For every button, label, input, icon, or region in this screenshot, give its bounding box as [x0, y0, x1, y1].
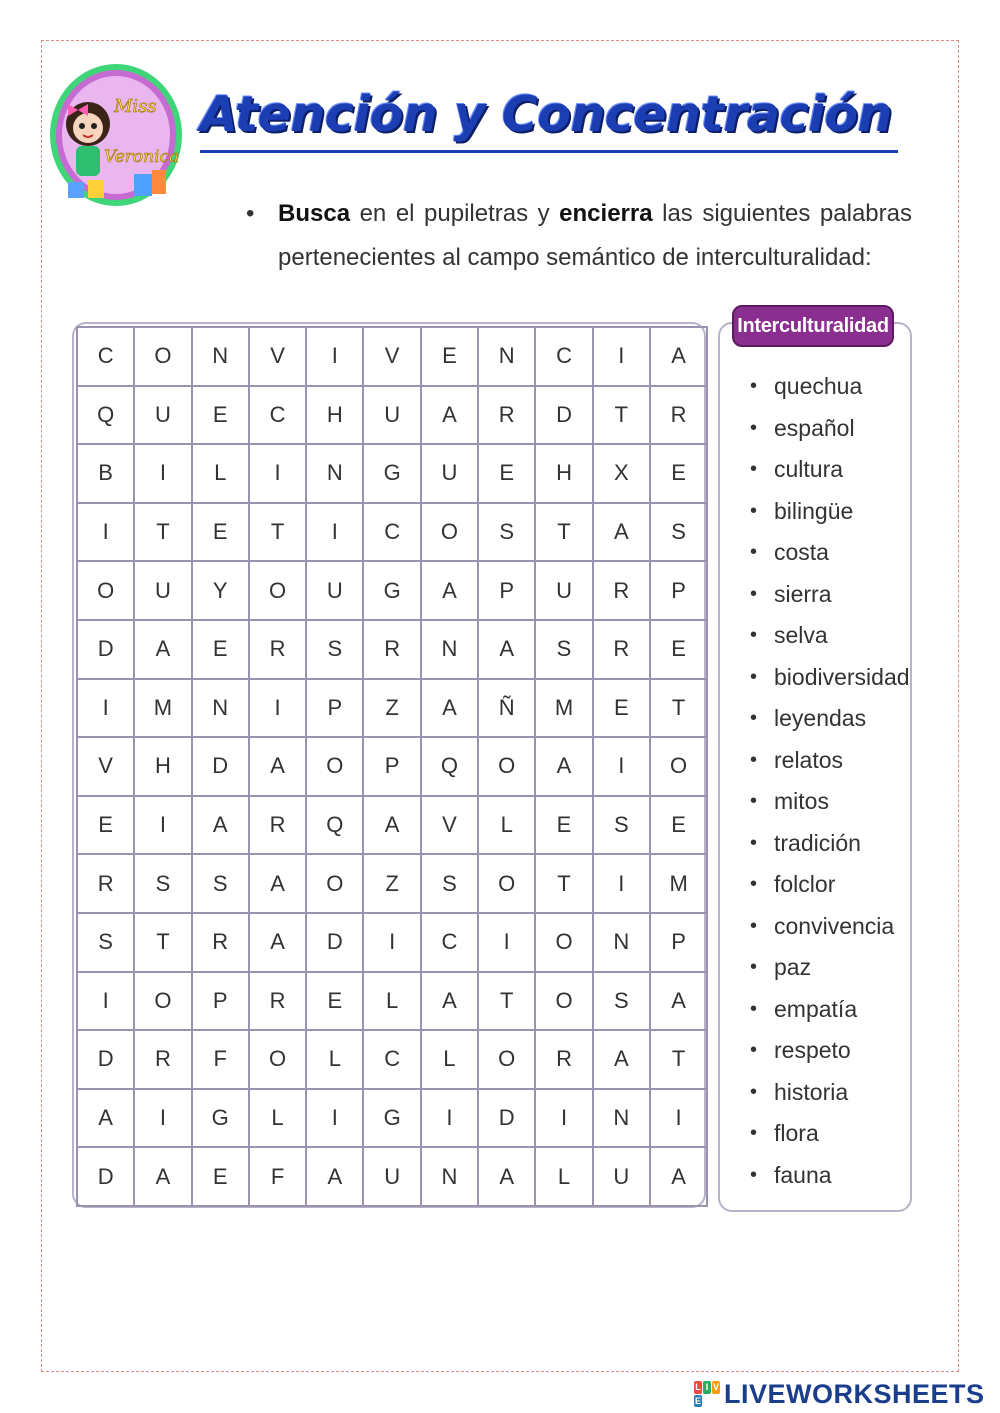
grid-cell[interactable]: A [422, 387, 479, 446]
grid-cell[interactable]: I [594, 738, 651, 797]
grid-cell[interactable]: E [479, 445, 536, 504]
grid-cell[interactable]: M [536, 680, 593, 739]
bullet: • [750, 665, 758, 688]
word-list-item [750, 781, 910, 823]
grid-cell[interactable]: S [536, 621, 593, 680]
grid-cell[interactable]: N [193, 680, 250, 739]
grid-cell[interactable]: Z [364, 680, 421, 739]
grid-cell[interactable]: U [135, 387, 192, 446]
word-list-item [750, 906, 910, 948]
word-search-grid [76, 326, 708, 1207]
grid-cell[interactable]: A [193, 797, 250, 856]
grid-cell[interactable]: L [536, 1148, 593, 1207]
grid-cell[interactable]: R [536, 1031, 593, 1090]
grid-cell[interactable]: U [307, 562, 364, 621]
word-label: leyendas [774, 705, 867, 732]
grid-cell[interactable]: P [307, 680, 364, 739]
grid-cell[interactable]: E [594, 680, 651, 739]
word-label: flora [774, 1120, 819, 1147]
grid-cell[interactable]: D [479, 1090, 536, 1149]
grid-cell[interactable]: V [250, 328, 307, 387]
bullet: • [246, 200, 255, 227]
bullet: • [750, 458, 758, 481]
bullet: • [750, 790, 758, 813]
word-label: convivencia [774, 912, 895, 939]
grid-cell[interactable]: P [364, 738, 421, 797]
grid-cell[interactable]: U [135, 562, 192, 621]
grid-cell[interactable]: O [135, 328, 192, 387]
word-list-item [750, 823, 910, 865]
grid-cell[interactable]: E [307, 973, 364, 1032]
grid-cell[interactable]: C [364, 1031, 421, 1090]
grid-cell[interactable]: I [78, 973, 135, 1032]
grid-cell[interactable]: Q [78, 387, 135, 446]
grid-cell[interactable]: A [78, 1090, 135, 1149]
grid-cell[interactable]: T [135, 504, 192, 563]
word-list-item [750, 864, 910, 906]
bullet: • [750, 831, 758, 854]
grid-cell[interactable]: E [651, 797, 708, 856]
word-label: biodiversidad [774, 663, 910, 690]
grid-cell[interactable]: L [364, 973, 421, 1032]
word-label: historia [774, 1078, 849, 1105]
grid-cell[interactable]: N [594, 914, 651, 973]
grid-cell[interactable]: N [422, 1148, 479, 1207]
grid-cell[interactable]: T [536, 855, 593, 914]
grid-cell[interactable]: Q [422, 738, 479, 797]
word-label: respeto [774, 1037, 851, 1064]
brand-badge-letter: V [712, 1382, 719, 1392]
bullet: • [750, 707, 758, 730]
grid-cell[interactable]: R [594, 621, 651, 680]
grid-cell[interactable]: E [193, 621, 250, 680]
grid-cell[interactable]: A [651, 973, 708, 1032]
word-label: costa [774, 539, 829, 566]
grid-cell[interactable]: O [422, 504, 479, 563]
brand-badge-letter: E [694, 1395, 701, 1406]
grid-cell[interactable]: I [307, 1090, 364, 1149]
grid-cell[interactable]: A [135, 621, 192, 680]
grid-cell[interactable]: N [594, 1090, 651, 1149]
grid-cell[interactable]: I [536, 1090, 593, 1149]
word-label: relatos [774, 746, 844, 773]
grid-cell[interactable]: R [250, 797, 307, 856]
grid-cell[interactable]: C [422, 914, 479, 973]
grid-cell[interactable]: E [193, 504, 250, 563]
word-label: selva [774, 622, 828, 649]
instruction-verb-encierra: encierra [559, 200, 653, 227]
grid-cell[interactable]: U [422, 445, 479, 504]
grid-cell[interactable]: R [594, 562, 651, 621]
word-label: folclor [774, 871, 836, 898]
grid-cell[interactable]: I [594, 855, 651, 914]
bullet: • [750, 375, 758, 398]
grid-cell[interactable]: A [307, 1148, 364, 1207]
word-label: quechua [774, 373, 863, 400]
instruction-text-2: las siguientes palabras [652, 200, 912, 227]
grid-cell[interactable]: H [307, 387, 364, 446]
grid-cell[interactable]: I [594, 328, 651, 387]
grid-cell[interactable]: A [651, 1148, 708, 1207]
page-title: Atención y Concentración [200, 86, 892, 143]
grid-cell[interactable]: I [78, 504, 135, 563]
bullet: • [750, 582, 758, 605]
grid-cell[interactable]: T [250, 504, 307, 563]
grid-cell[interactable]: V [364, 328, 421, 387]
grid-cell[interactable]: I [78, 680, 135, 739]
bullet: • [750, 1080, 758, 1103]
word-list-item [750, 1155, 910, 1197]
bullet: • [750, 624, 758, 647]
word-list-item [750, 1072, 910, 1114]
grid-cell[interactable]: O [536, 914, 593, 973]
brand-text: LIVEWORKSHEETS [724, 1378, 985, 1409]
grid-cell[interactable]: U [594, 1148, 651, 1207]
word-list-item [750, 408, 910, 450]
grid-cell[interactable]: A [250, 914, 307, 973]
grid-cell[interactable]: S [594, 973, 651, 1032]
brand-badge-letter: L [695, 1382, 701, 1392]
grid-cell[interactable]: I [364, 914, 421, 973]
grid-cell[interactable]: V [78, 738, 135, 797]
grid-cell[interactable]: A [651, 328, 708, 387]
grid-cell[interactable]: P [193, 973, 250, 1032]
grid-cell[interactable]: U [364, 1148, 421, 1207]
word-label: cultura [774, 456, 844, 483]
grid-cell[interactable]: M [135, 680, 192, 739]
grid-cell[interactable]: L [422, 1031, 479, 1090]
grid-cell[interactable]: R [651, 387, 708, 446]
grid-cell[interactable]: E [193, 387, 250, 446]
grid-cell[interactable]: O [651, 738, 708, 797]
instructions-line2: pertenecientes al campo semántico de interculturalidad: [278, 244, 872, 271]
grid-cell[interactable]: S [651, 504, 708, 563]
word-label: mitos [774, 788, 829, 815]
word-list-item [750, 491, 910, 533]
grid-cell[interactable]: A [594, 1031, 651, 1090]
grid-cell[interactable]: U [364, 387, 421, 446]
word-label: español [774, 414, 855, 441]
grid-cell[interactable]: I [307, 328, 364, 387]
word-list-item [750, 1113, 910, 1155]
grid-cell[interactable]: O [250, 1031, 307, 1090]
grid-cell[interactable]: A [364, 797, 421, 856]
liveworksheets-brand[interactable] [694, 1378, 985, 1410]
grid-cell[interactable]: I [135, 445, 192, 504]
bullet: • [750, 541, 758, 564]
grid-cell[interactable]: D [78, 621, 135, 680]
grid-cell[interactable]: E [536, 797, 593, 856]
grid-cell[interactable]: R [78, 855, 135, 914]
grid-cell[interactable]: O [78, 562, 135, 621]
grid-cell[interactable]: H [536, 445, 593, 504]
grid-cell[interactable]: H [135, 738, 192, 797]
grid-cell[interactable]: P [479, 562, 536, 621]
grid-cell[interactable]: P [651, 914, 708, 973]
grid-cell[interactable]: A [594, 504, 651, 563]
grid-cell[interactable]: I [135, 1090, 192, 1149]
logo-line2: Veronica [104, 147, 180, 167]
grid-cell[interactable]: I [250, 680, 307, 739]
grid-cell[interactable]: E [651, 445, 708, 504]
grid-cell[interactable]: O [536, 973, 593, 1032]
grid-cell[interactable]: D [78, 1031, 135, 1090]
grid-cell[interactable]: I [307, 504, 364, 563]
word-list-item [750, 615, 910, 657]
grid-cell[interactable]: Z [364, 855, 421, 914]
bullet: • [750, 873, 758, 896]
grid-cell[interactable]: G [364, 562, 421, 621]
grid-cell[interactable]: N [307, 445, 364, 504]
grid-cell[interactable]: V [422, 797, 479, 856]
grid-cell[interactable]: A [250, 738, 307, 797]
bullet: • [750, 1122, 758, 1145]
grid-cell[interactable]: S [479, 504, 536, 563]
grid-cell[interactable]: D [307, 914, 364, 973]
grid-cell[interactable]: A [250, 855, 307, 914]
grid-cell[interactable]: R [250, 973, 307, 1032]
word-list-item [750, 989, 910, 1031]
grid-cell[interactable]: I [651, 1090, 708, 1149]
grid-cell[interactable]: T [479, 973, 536, 1032]
word-label: paz [774, 954, 812, 981]
grid-cell[interactable]: N [193, 328, 250, 387]
logo-line1: Miss [114, 96, 157, 117]
grid-cell[interactable]: I [135, 797, 192, 856]
grid-cell[interactable]: B [78, 445, 135, 504]
word-label: empatía [774, 995, 858, 1022]
bullet: • [750, 1163, 758, 1186]
word-list-heading: Interculturalidad [732, 305, 894, 347]
word-label: sierra [774, 580, 832, 607]
grid-cell[interactable]: C [536, 328, 593, 387]
word-list-item [750, 366, 910, 408]
grid-cell[interactable]: Q [307, 797, 364, 856]
grid-cell[interactable]: S [78, 914, 135, 973]
grid-cell[interactable]: G [364, 445, 421, 504]
bullet: • [750, 914, 758, 937]
instructions-line1 [278, 192, 912, 236]
grid-cell[interactable]: A [422, 680, 479, 739]
grid-cell[interactable]: R [479, 387, 536, 446]
grid-cell[interactable]: D [78, 1148, 135, 1207]
word-list-item [750, 574, 910, 616]
grid-cell[interactable]: C [364, 504, 421, 563]
grid-cell[interactable]: A [422, 973, 479, 1032]
word-label: bilingüe [774, 497, 854, 524]
grid-cell[interactable]: L [193, 445, 250, 504]
grid-cell[interactable]: N [479, 328, 536, 387]
grid-cell[interactable]: Y [193, 562, 250, 621]
grid-cell[interactable]: T [536, 504, 593, 563]
grid-cell[interactable]: S [594, 797, 651, 856]
title-underline [200, 150, 898, 153]
grid-cell[interactable]: G [193, 1090, 250, 1149]
grid-cell[interactable]: Ñ [479, 680, 536, 739]
grid-cell[interactable]: E [651, 621, 708, 680]
grid-cell[interactable]: A [135, 1148, 192, 1207]
grid-cell[interactable]: R [250, 621, 307, 680]
brand-badge-letter: I [703, 1381, 711, 1394]
grid-cell[interactable]: F [193, 1031, 250, 1090]
word-label: tradición [774, 829, 861, 856]
bullet: • [750, 1039, 758, 1062]
grid-cell[interactable]: O [250, 562, 307, 621]
grid-cell[interactable]: D [536, 387, 593, 446]
grid-cell[interactable]: T [135, 914, 192, 973]
grid-cell[interactable]: E [422, 328, 479, 387]
grid-cell[interactable]: I [422, 1090, 479, 1149]
grid-cell[interactable]: T [651, 1031, 708, 1090]
grid-cell[interactable]: C [78, 328, 135, 387]
word-list-item [750, 657, 910, 699]
grid-cell[interactable]: U [536, 562, 593, 621]
grid-cell[interactable]: L [307, 1031, 364, 1090]
grid-cell[interactable]: O [479, 855, 536, 914]
grid-cell[interactable]: L [479, 797, 536, 856]
word-list [750, 366, 910, 1196]
bullet: • [750, 416, 758, 439]
word-label: fauna [774, 1161, 832, 1188]
grid-cell[interactable]: S [193, 855, 250, 914]
instruction-verb-busca: Busca [278, 200, 351, 227]
grid-cell[interactable]: R [364, 621, 421, 680]
grid-cell[interactable]: C [250, 387, 307, 446]
grid-cell[interactable]: T [594, 387, 651, 446]
word-list-item [750, 698, 910, 740]
grid-cell[interactable]: O [479, 1031, 536, 1090]
grid-cell[interactable]: N [422, 621, 479, 680]
instruction-text-1: en el pupiletras y [350, 200, 560, 227]
grid-cell[interactable]: E [193, 1148, 250, 1207]
grid-cell[interactable]: P [651, 562, 708, 621]
grid-cell[interactable]: O [307, 855, 364, 914]
word-list-item [750, 1030, 910, 1072]
grid-cell[interactable]: L [250, 1090, 307, 1149]
grid-cell[interactable]: M [651, 855, 708, 914]
grid-cell[interactable]: F [250, 1148, 307, 1207]
grid-cell[interactable]: A [479, 621, 536, 680]
word-list-item [750, 740, 910, 782]
word-list-item [750, 449, 910, 491]
brand-badge-icon [694, 1381, 720, 1407]
grid-cell[interactable]: R [193, 914, 250, 973]
grid-cell[interactable]: I [479, 914, 536, 973]
grid-cell[interactable]: S [307, 621, 364, 680]
miss-veronica-logo [48, 62, 184, 208]
grid-cell[interactable]: R [135, 1031, 192, 1090]
word-list-item [750, 947, 910, 989]
grid-cell[interactable]: O [307, 738, 364, 797]
grid-cell[interactable]: D [193, 738, 250, 797]
grid-cell[interactable]: A [536, 738, 593, 797]
bullet: • [750, 499, 758, 522]
grid-cell[interactable]: A [479, 1148, 536, 1207]
grid-cell[interactable]: G [364, 1090, 421, 1149]
bullet: • [750, 748, 758, 771]
grid-cell[interactable]: O [135, 973, 192, 1032]
grid-cell[interactable]: A [422, 562, 479, 621]
word-list-item [750, 532, 910, 574]
grid-cell[interactable]: X [594, 445, 651, 504]
grid-cell[interactable]: O [479, 738, 536, 797]
grid-cell[interactable]: E [78, 797, 135, 856]
bullet: • [750, 956, 758, 979]
grid-cell[interactable]: I [250, 445, 307, 504]
bullet: • [750, 997, 758, 1020]
grid-cell[interactable]: T [651, 680, 708, 739]
grid-cell[interactable]: S [422, 855, 479, 914]
grid-cell[interactable]: S [135, 855, 192, 914]
